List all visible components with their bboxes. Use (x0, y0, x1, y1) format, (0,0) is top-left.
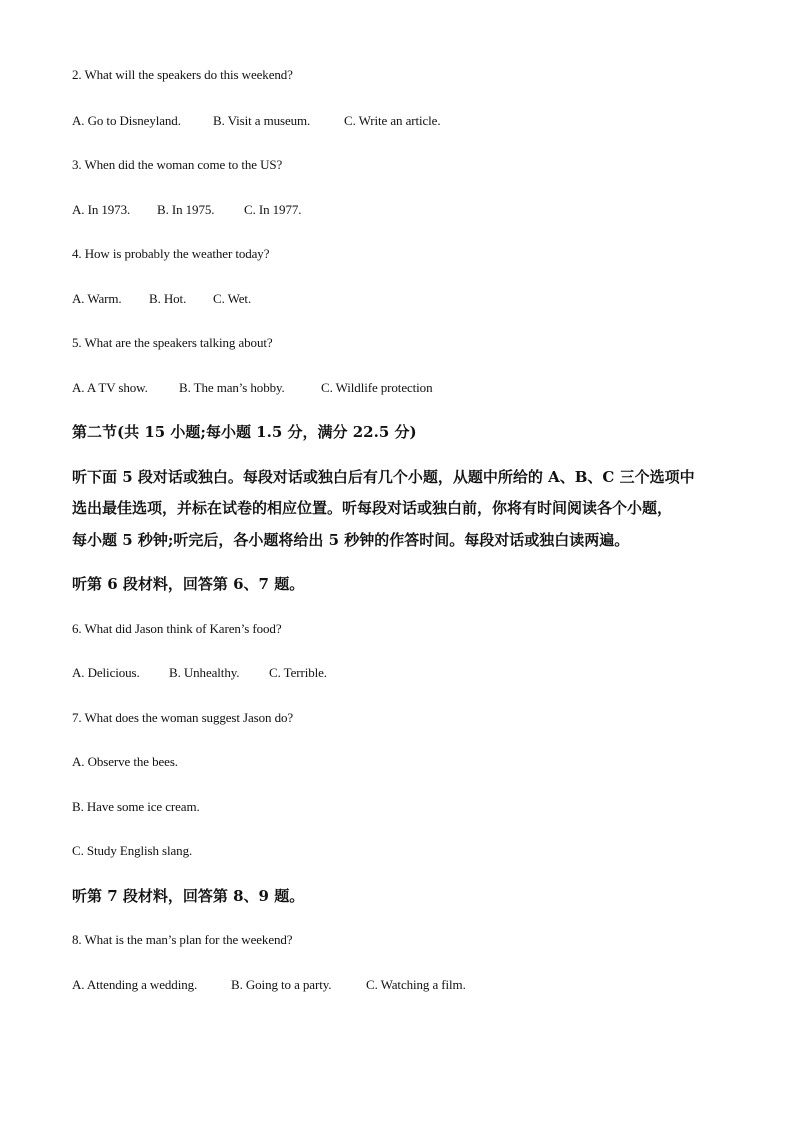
option-a: A. Delicious. (72, 665, 140, 680)
option-c: C. Watching a film. (366, 977, 466, 992)
question-stem: 4. How is probably the weather today? (72, 246, 270, 261)
option-c: C. Terrible. (269, 665, 327, 680)
option-c: C. Wet. (213, 291, 252, 306)
option-c: C. Wildlife protection (321, 380, 433, 395)
option-c: C. Study English slang. (72, 843, 193, 858)
material-heading: 听第 7 段材料，回答第 8、9 题。 (72, 887, 305, 905)
option-a: A. Go to Disneyland. (72, 113, 181, 128)
material-heading: 听第 6 段材料，回答第 6、7 题。 (72, 575, 305, 593)
option-b: B. The man’s hobby. (179, 380, 285, 395)
option-b: B. Hot. (149, 291, 187, 306)
option-b: B. Visit a museum. (213, 113, 311, 128)
question-stem: 6. What did Jason think of Karen’s food? (72, 621, 282, 636)
option-a: A. Observe the bees. (72, 754, 178, 769)
question-stem: 2. What will the speakers do this weekend? (72, 67, 293, 82)
option-b: B. In 1975. (157, 202, 215, 217)
option-a: A. Warm. (72, 291, 122, 306)
option-c: C. Write an article. (344, 113, 441, 128)
question-stem: 5. What are the speakers talking about? (72, 335, 273, 350)
option-b: B. Unhealthy. (169, 665, 240, 680)
question-stem: 8. What is the man’s plan for the weekend? (72, 932, 293, 947)
option-b: B. Have some ice cream. (72, 799, 200, 814)
question-stem: 7. What does the woman suggest Jason do? (72, 710, 294, 725)
option-a: A. Attending a wedding. (72, 977, 198, 992)
question-stem: 3. When did the woman come to the US? (72, 157, 283, 172)
instructions-line: 选出最佳选项，并标在试卷的相应位置。听每段对话或独白前，你将有时间阅读各个小题， (72, 499, 673, 517)
option-a: A. In 1973. (72, 202, 131, 217)
option-b: B. Going to a party. (231, 977, 332, 992)
instructions-line: 每小题 5 秒钟;听完后，各小题将给出 5 秒钟的作答时间。每段对话或独白读两遍。 (72, 531, 630, 549)
option-c: C. In 1977. (244, 202, 302, 217)
option-a: A. A TV show. (72, 380, 148, 395)
section-title: 第二节(共 15 小题;每小题 1.5 分，满分 22.5 分) (72, 423, 417, 441)
instructions-line: 听下面 5 段对话或独白。每段对话或独白后有几个小题，从题中所给的 A、B、C 三个选项中 (72, 468, 695, 486)
